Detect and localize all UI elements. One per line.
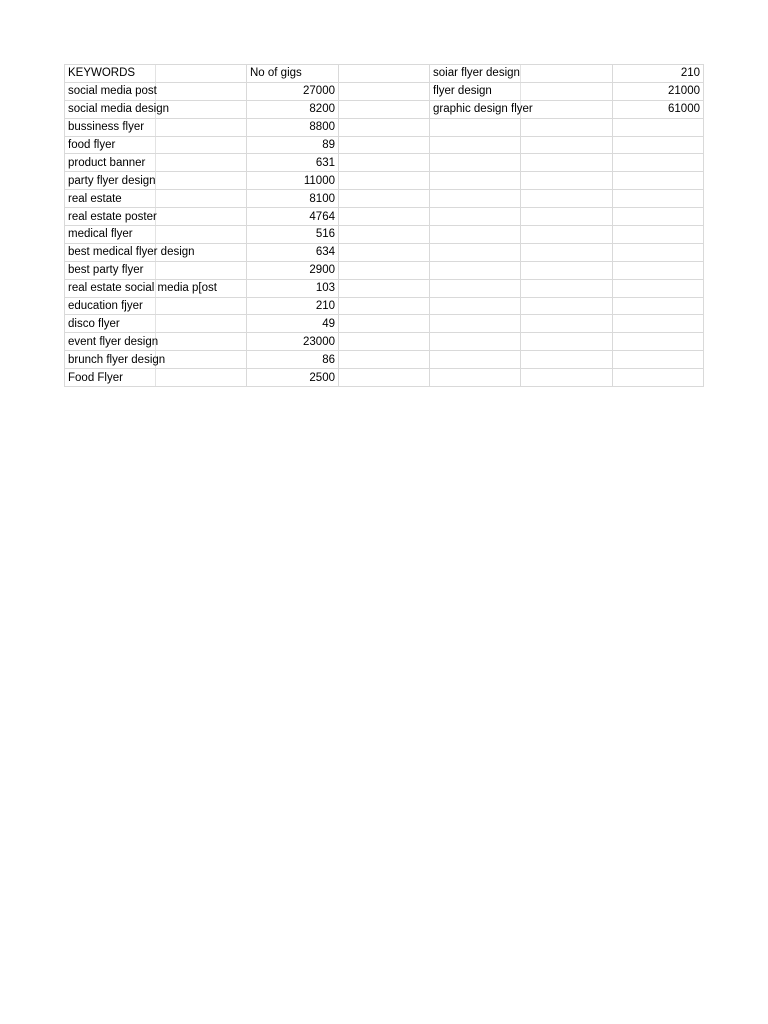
gigs-cell: 516 [247, 226, 339, 244]
empty-cell [613, 154, 704, 172]
empty-cell [339, 172, 430, 190]
empty-cell [430, 118, 521, 136]
empty-cell [613, 226, 704, 244]
gigs-cell: 8100 [247, 190, 339, 208]
empty-cell [339, 297, 430, 315]
table-row [65, 261, 704, 279]
empty-cell [613, 351, 704, 369]
empty-cell [339, 190, 430, 208]
empty-cell [430, 243, 521, 261]
empty-cell [613, 261, 704, 279]
empty-cell [339, 279, 430, 297]
empty-cell [521, 315, 613, 333]
gigs-cell: 89 [247, 136, 339, 154]
right-gigs-cell: 61000 [613, 100, 704, 118]
gigs-cell: 4764 [247, 208, 339, 226]
empty-cell [430, 172, 521, 190]
gigs-cell: 103 [247, 279, 339, 297]
keyword-cell: event flyer design [65, 333, 247, 351]
empty-cell [430, 279, 521, 297]
header-no-of-gigs: No of gigs [247, 65, 339, 83]
table-row [65, 315, 704, 333]
keyword-cell: product banner [65, 154, 247, 172]
keyword-cell: best medical flyer design [65, 243, 247, 261]
keyword-cell: party flyer design [65, 172, 247, 190]
empty-cell [430, 315, 521, 333]
gigs-cell: 210 [247, 297, 339, 315]
empty-cell [430, 297, 521, 315]
table-row [65, 208, 704, 226]
gigs-cell: 2500 [247, 369, 339, 387]
empty-cell [521, 297, 613, 315]
empty-cell [339, 82, 430, 100]
keyword-spreadsheet [64, 64, 704, 387]
empty-cell [430, 154, 521, 172]
empty-cell [613, 333, 704, 351]
gigs-cell: 86 [247, 351, 339, 369]
empty-cell [339, 261, 430, 279]
table-row [65, 136, 704, 154]
keyword-cell: medical flyer [65, 226, 247, 244]
empty-cell [613, 297, 704, 315]
empty-cell [339, 369, 430, 387]
keyword-cell: social media post [65, 82, 247, 100]
empty-cell [430, 136, 521, 154]
table-row [65, 369, 704, 387]
empty-cell [339, 100, 430, 118]
gigs-cell: 23000 [247, 333, 339, 351]
table-row [65, 243, 704, 261]
right-gigs-cell: 210 [613, 65, 704, 83]
spreadsheet-body [65, 65, 704, 387]
empty-cell [339, 351, 430, 369]
right-keyword-cell: graphic design flyer [430, 100, 613, 118]
empty-cell [521, 243, 613, 261]
right-keyword-cell: flyer design [430, 82, 613, 100]
empty-cell [521, 226, 613, 244]
empty-cell [613, 369, 704, 387]
empty-cell [613, 190, 704, 208]
empty-cell [521, 333, 613, 351]
keyword-cell: Food Flyer [65, 369, 247, 387]
table-row [65, 279, 704, 297]
empty-cell [613, 243, 704, 261]
table-row [65, 190, 704, 208]
gigs-cell: 631 [247, 154, 339, 172]
keyword-cell: food flyer [65, 136, 247, 154]
gigs-cell: 8800 [247, 118, 339, 136]
table-row [65, 118, 704, 136]
empty-cell [613, 136, 704, 154]
empty-cell [521, 351, 613, 369]
empty-cell [339, 208, 430, 226]
table-row [65, 154, 704, 172]
empty-cell [430, 369, 521, 387]
gigs-cell: 11000 [247, 172, 339, 190]
empty-cell [430, 190, 521, 208]
right-keyword-cell: soiar flyer design [430, 65, 613, 83]
empty-cell [339, 118, 430, 136]
empty-cell [521, 279, 613, 297]
table-row [65, 351, 704, 369]
keyword-cell: real estate social media p[ost [65, 279, 247, 297]
empty-cell [521, 172, 613, 190]
table-row [65, 172, 704, 190]
keyword-cell: disco flyer [65, 315, 247, 333]
keyword-cell: social media design [65, 100, 247, 118]
empty-cell [430, 333, 521, 351]
gigs-cell: 634 [247, 243, 339, 261]
keyword-cell: real estate poster [65, 208, 247, 226]
empty-cell [430, 351, 521, 369]
empty-cell [613, 172, 704, 190]
keyword-cell: education fjyer [65, 297, 247, 315]
table-row [65, 226, 704, 244]
gigs-cell: 2900 [247, 261, 339, 279]
empty-cell [521, 369, 613, 387]
empty-cell [339, 333, 430, 351]
empty-cell [521, 208, 613, 226]
empty-cell [521, 136, 613, 154]
empty-cell [339, 243, 430, 261]
empty-cell [339, 226, 430, 244]
table-row [65, 297, 704, 315]
empty-cell [430, 208, 521, 226]
empty-cell [430, 261, 521, 279]
gigs-cell: 49 [247, 315, 339, 333]
empty-cell [613, 208, 704, 226]
empty-cell [339, 315, 430, 333]
keyword-cell: brunch flyer design [65, 351, 247, 369]
empty-cell [521, 190, 613, 208]
gigs-cell: 8200 [247, 100, 339, 118]
table-row [65, 100, 704, 118]
right-gigs-cell: 21000 [613, 82, 704, 100]
empty-cell [613, 315, 704, 333]
keyword-cell: best party flyer [65, 261, 247, 279]
empty-cell [430, 226, 521, 244]
empty-cell [521, 261, 613, 279]
empty-cell [521, 154, 613, 172]
empty-cell [339, 136, 430, 154]
empty-cell [613, 118, 704, 136]
empty-cell [521, 118, 613, 136]
table-row [65, 333, 704, 351]
keyword-cell: real estate [65, 190, 247, 208]
table-row [65, 82, 704, 100]
header-keywords: KEYWORDS [65, 65, 247, 83]
empty-cell [339, 65, 430, 83]
empty-cell [339, 154, 430, 172]
gigs-cell: 27000 [247, 82, 339, 100]
keyword-cell: bussiness flyer [65, 118, 247, 136]
header-row [65, 65, 704, 83]
empty-cell [613, 279, 704, 297]
